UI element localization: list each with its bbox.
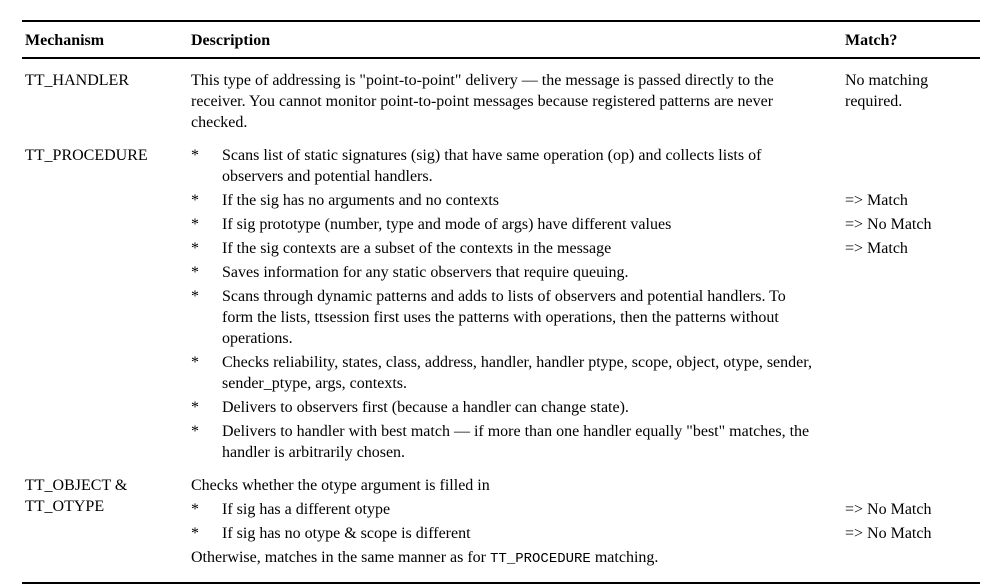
description-cell: Checks whether the otype argument is filled in [191, 477, 490, 494]
column-header-match: Match? [845, 32, 898, 49]
bullet-item [191, 397, 980, 418]
bullet-item [191, 238, 980, 259]
description-cell [191, 397, 845, 418]
description-cell [191, 499, 845, 520]
bullet-text: Checks reliability, states, class, address, handler, handler ptype, scope, object, otype, sender, sender_ptype, args, contexts. [222, 354, 812, 392]
description-paragraph [191, 475, 980, 496]
bullet-item [191, 352, 980, 394]
row-content [191, 145, 980, 463]
table-header-row [22, 22, 980, 59]
description-cell [191, 214, 845, 235]
mechanism-label: TT_PROCEDURE [25, 147, 148, 164]
mechanism-label: TT_HANDLER [25, 72, 129, 89]
bullet-asterisk-icon: * [191, 525, 199, 542]
bullet-item [191, 523, 980, 544]
description-cell [191, 145, 845, 187]
bullet-text: If sig has a different otype [222, 501, 391, 518]
mechanism-label: TT_OTYPE [25, 498, 105, 515]
bullet-text: If the sig has no arguments and no contexts [222, 192, 499, 209]
table-row [25, 70, 980, 133]
bullet-asterisk-icon: * [191, 354, 199, 371]
row-content [191, 70, 980, 133]
mechanism-cell [25, 145, 191, 463]
match-cell: => No Match [845, 501, 932, 518]
match-cell: => Match [845, 192, 908, 209]
bullet-asterisk-icon: * [191, 399, 199, 416]
bullet-asterisk-icon: * [191, 147, 199, 164]
bullet-text: Saves information for any static observers that require queuing. [222, 264, 629, 281]
bullet-item [191, 499, 980, 520]
description-cell [191, 352, 845, 394]
description-cell [191, 421, 845, 463]
description-cell [191, 547, 845, 570]
bullet-item [191, 286, 980, 349]
description-cell: This type of addressing is "point-to-point" delivery — the message is passed directly to the receiver. You cannot monitor point-to-point messages because registered patterns are never checked. [191, 72, 774, 131]
mechanism-cell [25, 475, 191, 570]
bullet-text: If sig prototype (number, type and mode of args) have different values [222, 216, 672, 233]
table-body [22, 59, 980, 584]
bullet-text: Delivers to handler with best match — if more than one handler equally "best" matches, the handler is arbitrarily chosen. [222, 423, 810, 461]
text-segment: matching. [590, 549, 659, 566]
description-cell [191, 190, 845, 211]
match-cell: => No Match [845, 216, 932, 233]
bullet-asterisk-icon: * [191, 501, 199, 518]
description-cell [191, 286, 845, 349]
bullet-asterisk-icon: * [191, 288, 199, 305]
bullet-item [191, 214, 980, 235]
mechanism-cell [25, 70, 191, 133]
mechanism-label: TT_OBJECT & [25, 477, 128, 494]
description-paragraph [191, 70, 980, 133]
bullet-asterisk-icon: * [191, 240, 199, 257]
column-header-mechanism: Mechanism [25, 32, 105, 49]
description-paragraph [191, 547, 980, 570]
bullet-asterisk-icon: * [191, 192, 199, 209]
bullet-asterisk-icon: * [191, 423, 199, 440]
bullet-asterisk-icon: * [191, 264, 199, 281]
bullet-item [191, 145, 980, 187]
bullet-text: Delivers to observers first (because a handler can change state). [222, 399, 629, 416]
description-cell [191, 262, 845, 283]
bullet-text: Scans list of static signatures (sig) that have same operation (op) and collects lists of observers and potential handlers. [222, 147, 762, 185]
description-cell [191, 523, 845, 544]
row-content [191, 475, 980, 570]
match-cell: No matching required. [845, 72, 929, 110]
column-header-description: Description [191, 32, 271, 49]
mechanism-table [22, 20, 980, 584]
bullet-text: If sig has no otype & scope is different [222, 525, 471, 542]
text-segment: Otherwise, matches in the same manner as for [191, 549, 491, 566]
table-row [25, 145, 980, 463]
match-cell: => Match [845, 240, 908, 257]
bullet-text: If the sig contexts are a subset of the contexts in the message [222, 240, 612, 257]
bullet-item [191, 421, 980, 463]
description-cell [191, 238, 845, 259]
inline-code: TT_PROCEDURE [490, 551, 591, 567]
match-cell: => No Match [845, 525, 932, 542]
table-row [25, 475, 980, 570]
bullet-asterisk-icon: * [191, 216, 199, 233]
bullet-text: Scans through dynamic patterns and adds to lists of observers and potential handlers. To form the lists, ttsession first uses the patterns with operations, then the patterns without operations. [222, 288, 786, 347]
bullet-item [191, 190, 980, 211]
bullet-item [191, 262, 980, 283]
